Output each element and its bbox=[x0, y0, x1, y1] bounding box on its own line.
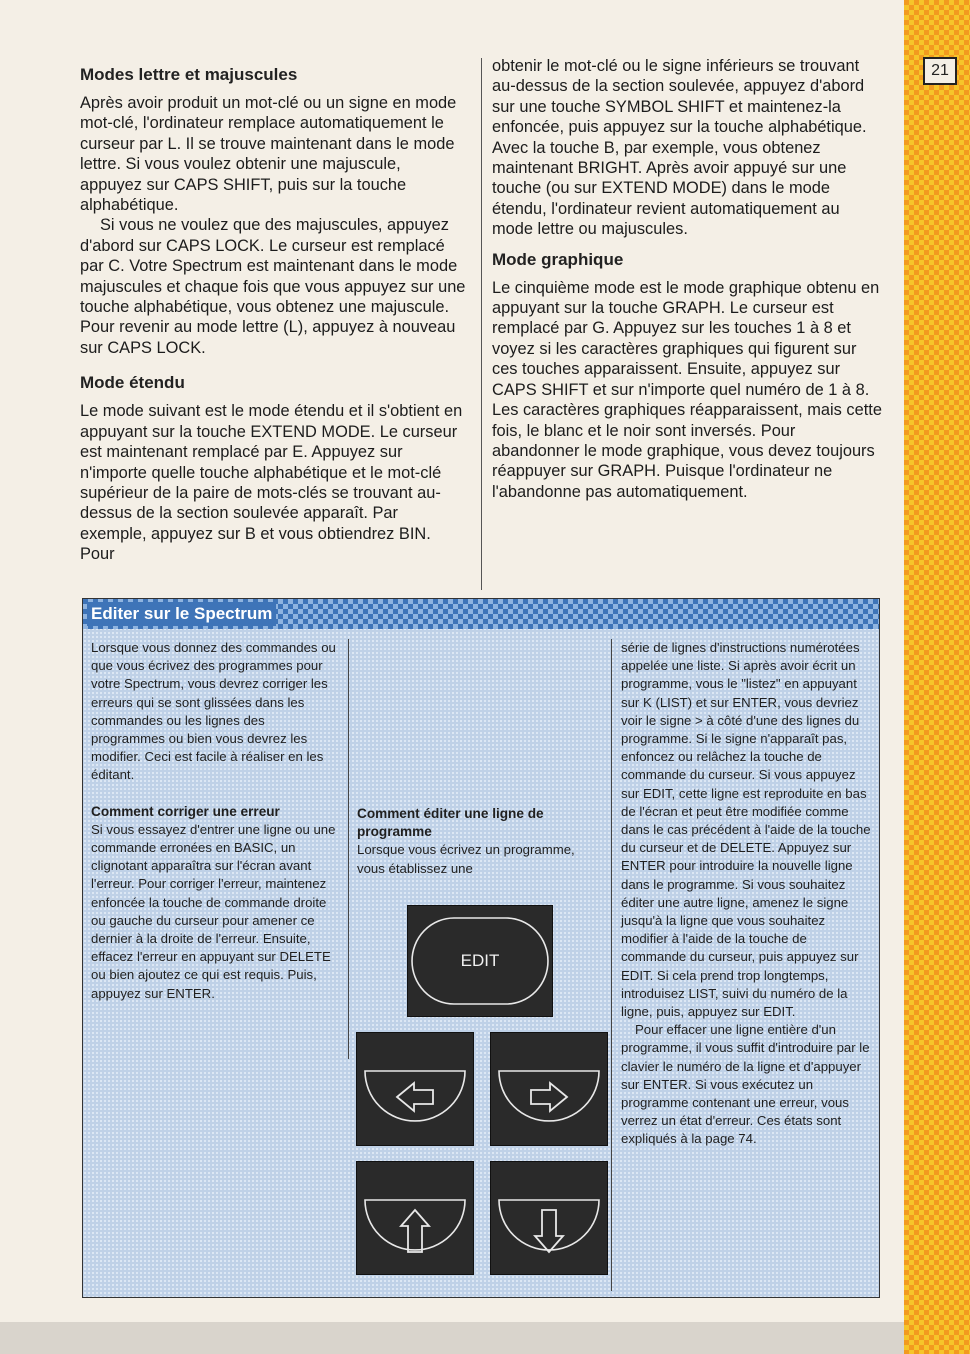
arrow-down-icon bbox=[491, 1162, 607, 1274]
right-column bbox=[492, 56, 884, 502]
paragraph-editer-ligne: Lorsque vous écrivez un programme, vous établissez une bbox=[357, 842, 575, 876]
edit-key-label: EDIT bbox=[460, 951, 500, 970]
column-divider bbox=[481, 58, 482, 590]
paragraph-symbol-shift: obtenir le mot-clé ou le signe inférieurs se trouvant au-dessus de la section soulevée, appuyez d'abord sur une touche SYMBOL SHIFT et maintenez-la enfoncée, puis appuyez sur la touche alphabétique. Avec la touche B, par exemple, vous obtenez maintenant BRIGHT. Après avoir appuyé sur une touche (ou sur EXTEND MODE) dans le mode étendu, l'ordinateur revient automatiquement au mode lettre ou majuscules. bbox=[492, 57, 867, 239]
left-column bbox=[80, 64, 466, 565]
paragraph-liste: série de lignes d'instructions numérotées appelée une liste. Si après avoir écrit un programme, vous le "listez" en appuyant sur K (LIST) et sur ENTER, vous devriez voir le signe > à côté d'une des lignes du programme. Si le signe n'apparaît pas, enfoncez ou relâchez la touche de commande du curseur. Si vous appuyez sur EDIT, cette ligne est reproduite en bas de l'écran et peut être modifiée comme dans le cas précédent à l'aide de la touche du curseur et de DELETE. Appuyez sur ENTER pour introduire la nouvelle ligne dans le programme. Si vous souhaitez éditer une autre ligne, amenez le signe jusqu'à la ligne que vous souhaitez modifier à l'aide de la touche de commande du curseur, puis appuyez sur EDIT. Si cela prend trop longtemps, introduisez LIST, suivi du numéro de la ligne, puis, appuyez sur EDIT. bbox=[621, 640, 871, 1020]
box-header-band bbox=[83, 599, 879, 629]
edit-key bbox=[407, 905, 553, 1017]
heading-modes-lettre: Modes lettre et majuscules bbox=[80, 65, 298, 84]
box-title: Editer sur le Spectrum bbox=[87, 602, 276, 626]
orange-pattern-strip bbox=[904, 0, 970, 1354]
box-column-3 bbox=[621, 639, 871, 1149]
box-intro-paragraph: Lorsque vous donnez des commandes ou que vous écrivez des programmes pour votre Spectrum, vous devrez corriger les erreurs qui se sont glissées dans les commandes ou les lignes des programmes ou bien vous devrez les modifier. Ceci est facile à réaliser en les éditant. bbox=[91, 640, 336, 783]
page-bottom-edge bbox=[0, 1322, 904, 1354]
heading-editer-ligne: Comment éditer une ligne de programme bbox=[357, 806, 544, 840]
cursor-down-key bbox=[490, 1161, 608, 1275]
paragraph-mode-graphique: Le cinquième mode est le mode graphique obtenu en appuyant sur la touche GRAPH. Le curseur est remplacé par G. Appuyez sur les touches 1 à 8 et voyez si les caractères graphiques qui figurent sur ces touches apparaissent. Ensuite, appuyez sur CAPS SHIFT et sur n'importe quel numéro de 1 à 8. Les caractères graphiques réapparaissent, mais cette fois, le blanc et le noir sont inversés. Pour abandonner le mode graphique, vous devez toujours réappuyer sur GRAPH. Puisque l'ordinateur ne l'abandonne pas automatiquement. bbox=[492, 278, 882, 501]
arrow-up-icon bbox=[357, 1162, 473, 1274]
heading-corriger-erreur: Comment corriger une erreur bbox=[91, 803, 280, 819]
box-divider-2 bbox=[611, 639, 612, 1291]
cursor-left-key bbox=[356, 1032, 474, 1146]
page-number: 21 bbox=[923, 57, 957, 85]
heading-mode-etendu: Mode étendu bbox=[80, 373, 185, 393]
paragraph-corriger-erreur: Si vous essayez d'entrer une ligne ou une commande erronées en BASIC, un clignotant apparaîtra sur l'écran avant l'erreur. Pour corriger l'erreur, maintenez enfoncée la touche de commande droite ou gauche du curseur pour amener ce dernier à la droite de l'erreur. Ensuite, effacez l'erreur en appuyant sur DELETE ou bien ajoutez ce qui est requis. Puis, appuyez sur ENTER. bbox=[91, 821, 336, 1001]
box-divider-1 bbox=[348, 639, 349, 1059]
cursor-right-key bbox=[490, 1032, 608, 1146]
paragraph-caps-lock: Si vous ne voulez que des majuscules, appuyez d'abord sur CAPS LOCK. Le curseur est remplacé par C. Votre Spectrum est maintenant dans le mode majuscules et chaque fois que vous appuyez sur une touche alphabétique, vous obtenez une majuscule. Pour revenir au mode lettre (L), appuyez à nouveau sur CAPS LOCK. bbox=[80, 216, 466, 357]
paragraph-mode-etendu: Le mode suivant est le mode étendu et il s'obtient en appuyant sur la touche EXTEND MODE. Le curseur est maintenant remplacé par E. Appuyez sur n'importe quelle touche alphabétique et le mot-clé supérieur de la paire de mots-clés se trouvant au-dessus de la section soulevée apparaît. Par exemple, appuyez sur B et vous obtiendrez BIN. Pour bbox=[80, 402, 463, 564]
editing-sidebar-box bbox=[82, 598, 880, 1298]
heading-mode-graphique: Mode graphique bbox=[492, 249, 624, 269]
arrow-right-icon bbox=[491, 1033, 607, 1145]
box-column-2 bbox=[357, 805, 589, 878]
cursor-up-key bbox=[356, 1161, 474, 1275]
paragraph-mode-lettre: Après avoir produit un mot-clé ou un signe en mode mot-clé, l'ordinateur remplace automatiquement le curseur par L. Il se trouve maintenant dans le mode lettre. Si vous voulez obtenir une majuscule, appuyez sur CAPS SHIFT, puis sur la touche alphabétique. bbox=[80, 94, 457, 215]
paragraph-effacer-ligne: Pour effacer une ligne entière d'un programme, il vous suffit d'introduire par le clavier le numéro de la ligne et d'appuyer sur ENTER. Si vous exécutez un programme contenant une erreur, vous verrez un état d'erreur. Ces états sont expliqués à la page 74. bbox=[621, 1022, 870, 1147]
arrow-left-icon bbox=[357, 1033, 473, 1145]
box-column-1 bbox=[91, 639, 341, 1003]
